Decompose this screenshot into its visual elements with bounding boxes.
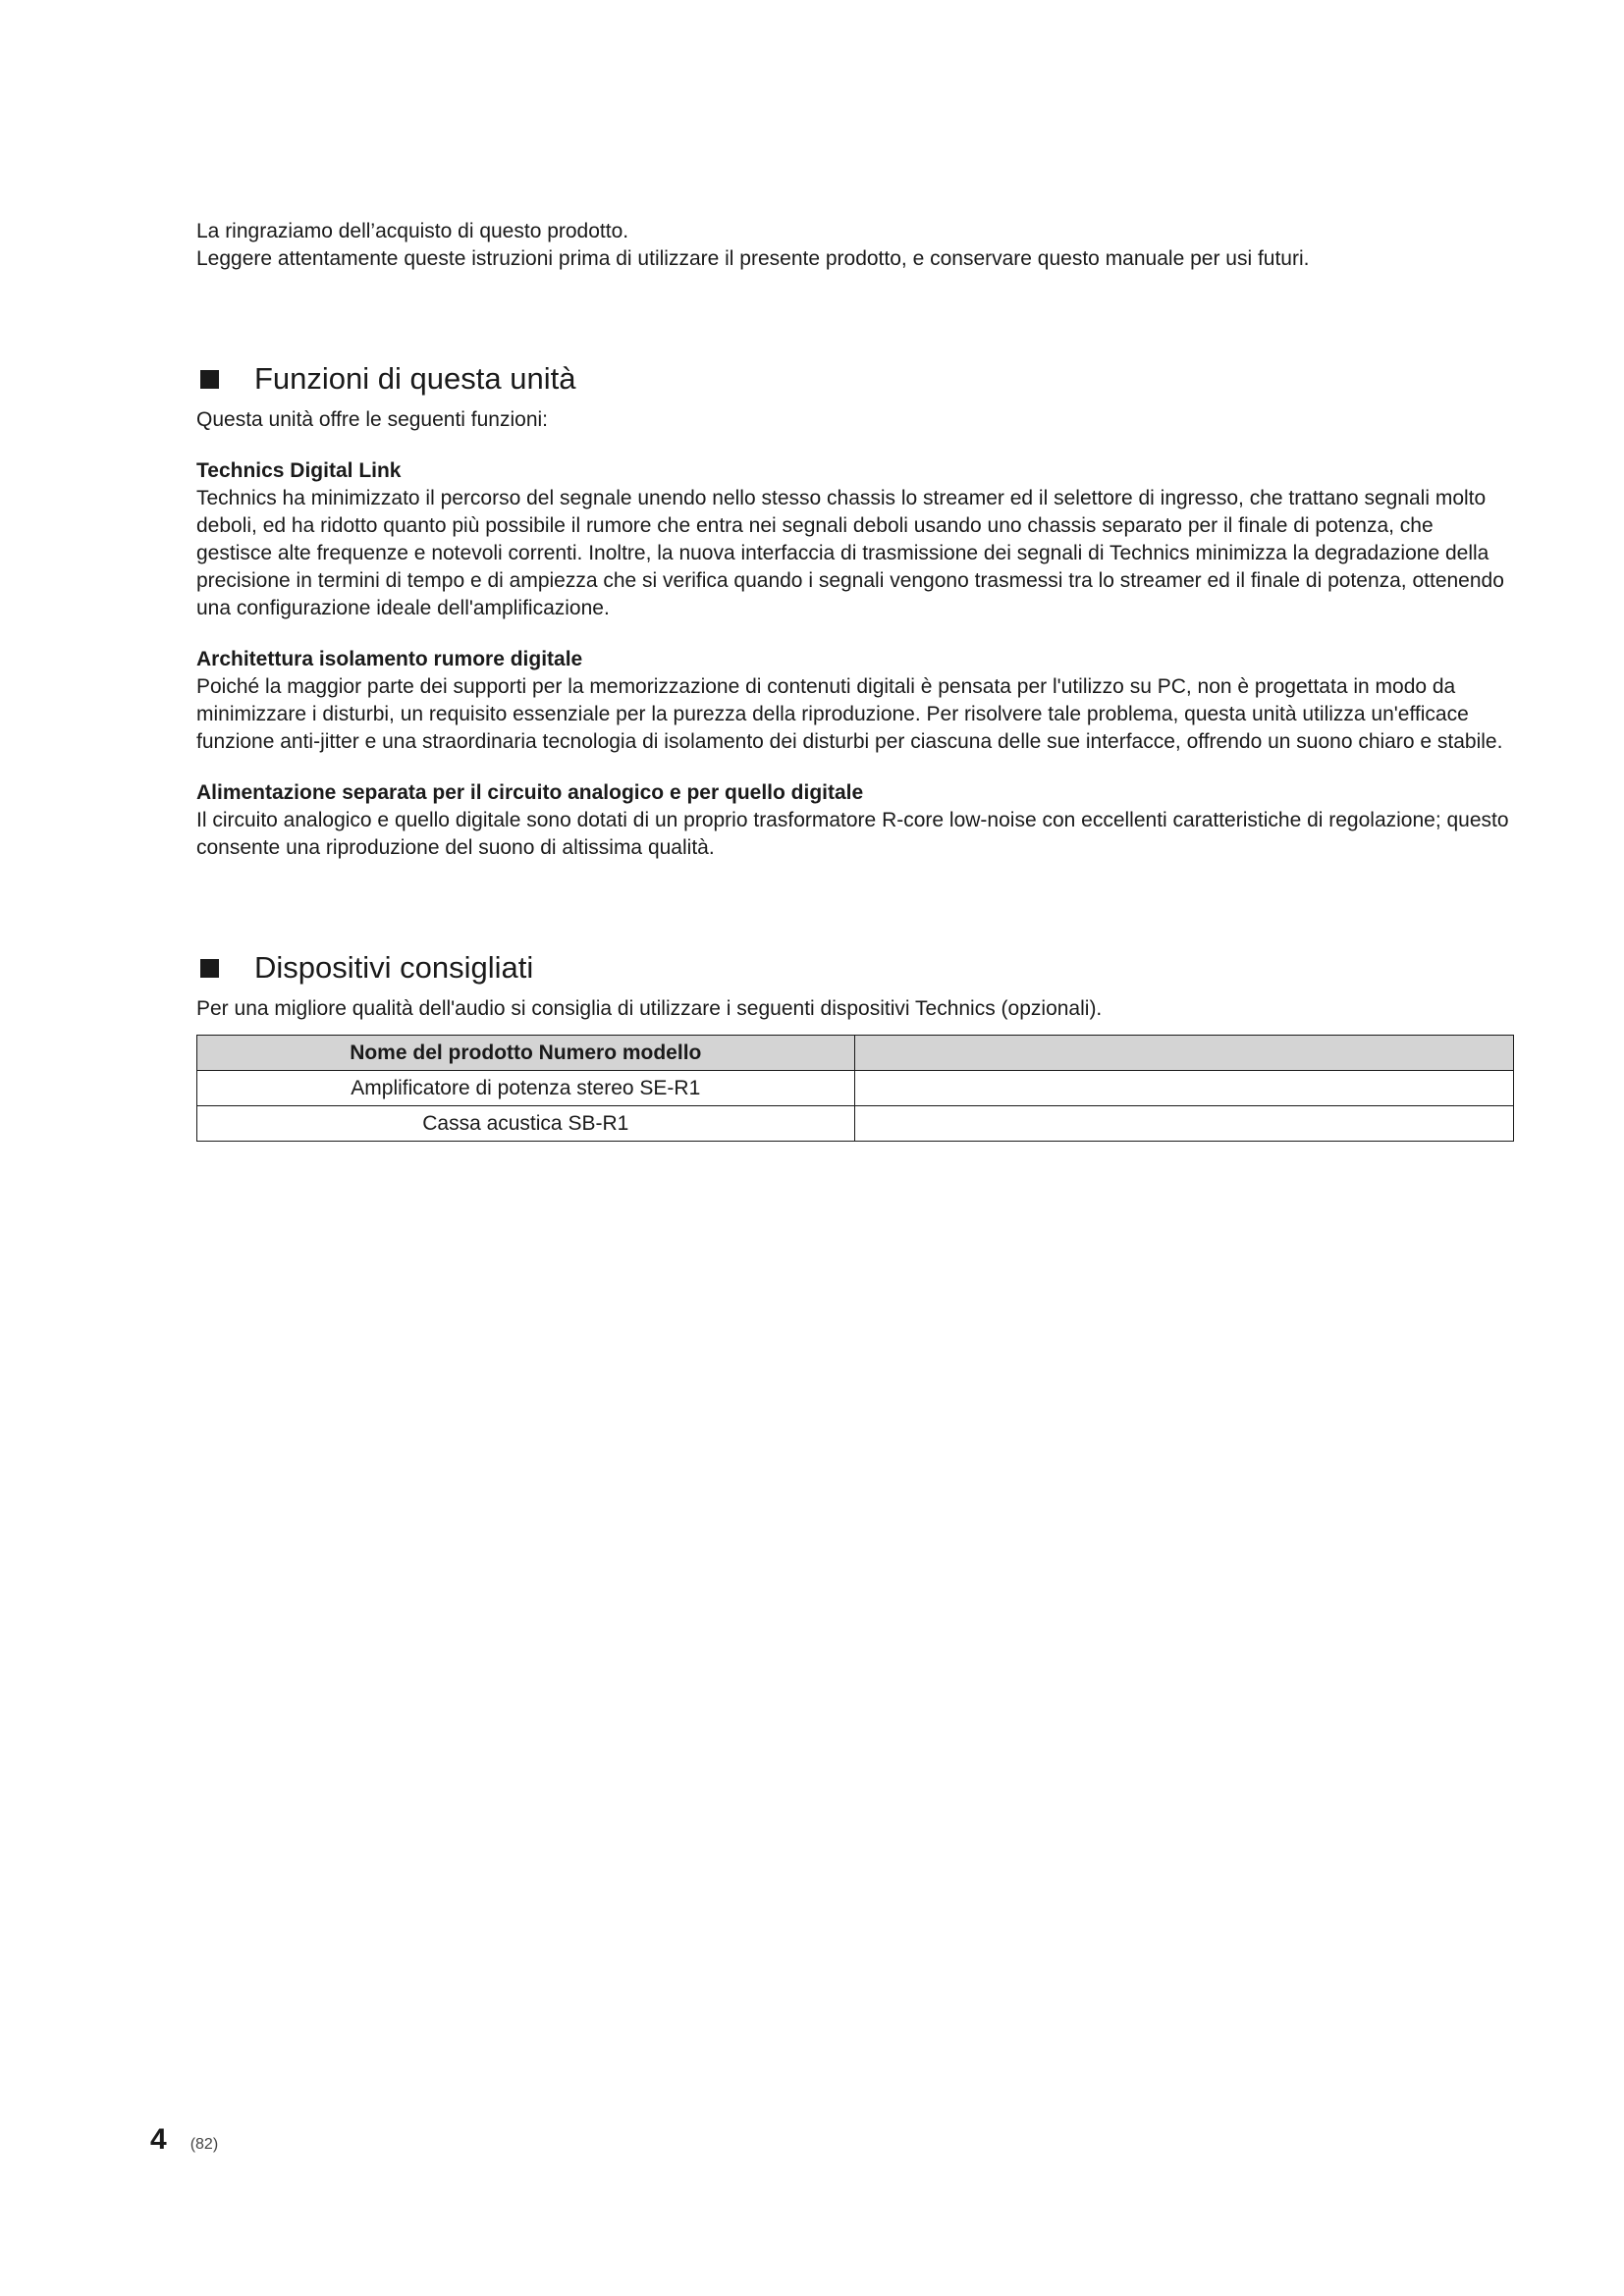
table-cell: Amplificatore di potenza stereo SE-R1 [197, 1071, 855, 1106]
functions-heading [196, 359, 1512, 399]
intro-thanks: La ringraziamo dell’acquisto di questo prodotto. [196, 220, 629, 242]
functions-title: Funzioni di questa unità [254, 361, 576, 396]
feature-text: Technics ha minimizzato il percorso del segnale unendo nello stesso chassis lo streamer ed il selettore di ingresso, che trattano segnali molto deboli, ed ha ridotto quanto più possibile il rumore che entra nei segnali deboli usando uno chassis separato per il finale di potenza, che gestisce alte frequenze e notevoli correnti. Inoltre, la nuova interfaccia di trasmissione dei segnali di Technics minimizza la degradazione della precisione in termini di tempo e di ampiezza che si verifica quando i segnali vengono trasmessi tra lo streamer ed il finale di potenza, ottenendo una configurazione ideale dell'amplificazione. [196, 487, 1504, 619]
square-bullet-icon [200, 959, 219, 978]
table-cell [854, 1071, 1513, 1106]
table-header-cell [854, 1036, 1513, 1071]
devices-lead: Per una migliore qualità dell'audio si consiglia di utilizzare i seguenti dispositivi Technics (opzionali). [196, 997, 1103, 1020]
feature-item [196, 646, 1512, 756]
intro [196, 218, 1512, 273]
devices-title: Dispositivi consigliati [254, 950, 534, 985]
devices-table [196, 1035, 1514, 1142]
table-header-row [197, 1036, 1514, 1071]
square-bullet-icon [200, 370, 219, 389]
feature-item [196, 779, 1512, 862]
table-row [197, 1106, 1514, 1142]
devices-section [196, 948, 1512, 1142]
feature-text: Il circuito analogico e quello digitale sono dotati di un proprio trasformatore R-core low-noise con eccellenti caratteristiche di regolazione; questo consente una riproduzione del suono di altissima qualità. [196, 809, 1509, 859]
page-reference: (82) [189, 2136, 219, 2153]
functions-lead: Questa unità offre le seguenti funzioni: [196, 408, 549, 431]
table-cell: Cassa acustica SB-R1 [197, 1106, 855, 1142]
table-header-cell: Nome del prodotto Numero modello [197, 1036, 855, 1071]
intro-instructions: Leggere attentamente queste istruzioni prima di utilizzare il presente prodotto, e conservare questo manuale per usi futuri. [196, 247, 1310, 270]
feature-title: Architettura isolamento rumore digitale [196, 648, 583, 670]
feature-item [196, 457, 1512, 622]
functions-section [196, 359, 1512, 862]
table-cell [854, 1106, 1513, 1142]
page-footer [150, 2123, 218, 2157]
feature-title: Technics Digital Link [196, 459, 402, 482]
table-row [197, 1071, 1514, 1106]
devices-heading [196, 948, 1512, 988]
page-number: 4 [150, 2123, 167, 2156]
page-content [196, 218, 1512, 1142]
feature-text: Poiché la maggior parte dei supporti per la memorizzazione di contenuti digitali è pensata per l'utilizzo su PC, non è progettata in modo da minimizzare i disturbi, un requisito essenziale per la purezza della riproduzione. Per risolvere tale problema, questa unità utilizza un'efficace funzione anti-jitter e una straordinaria tecnologia di isolamento dei disturbi per ciascuna delle sue interfacce, offrendo un suono chiaro e stabile. [196, 675, 1503, 753]
feature-title: Alimentazione separata per il circuito analogico e per quello digitale [196, 781, 864, 804]
